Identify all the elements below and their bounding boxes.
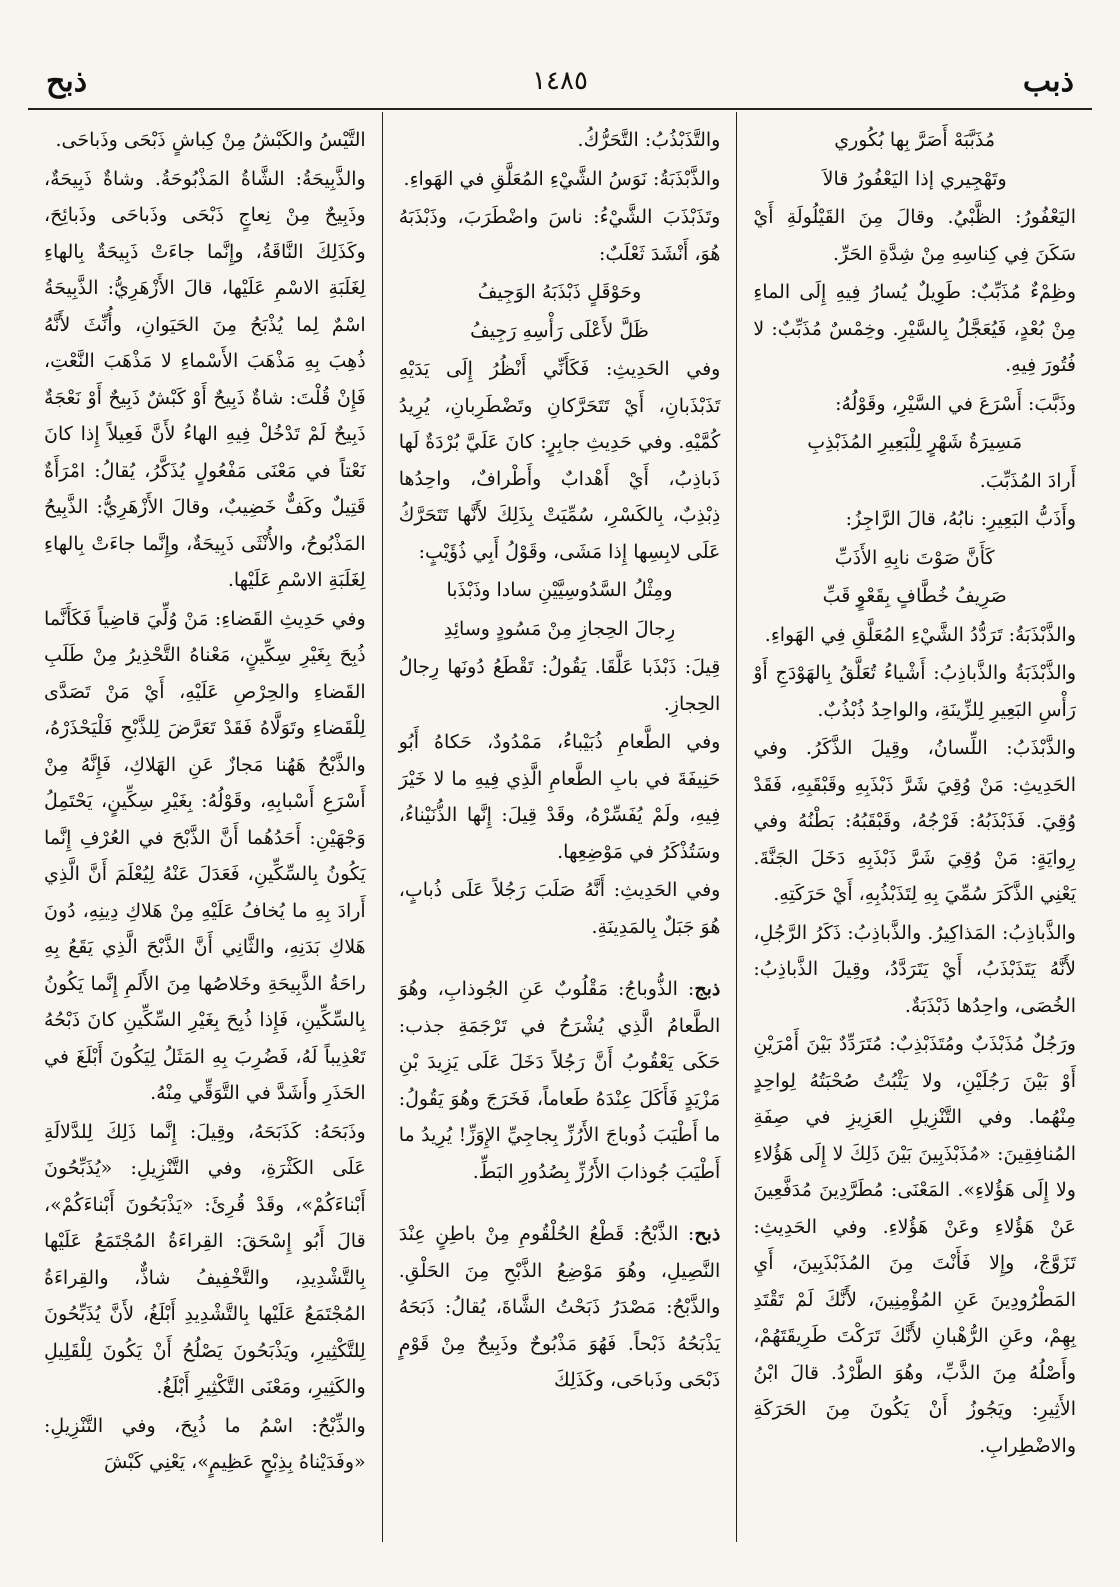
text-paragraph: وتَذَبْذَبَ الشَّيْءُ: ناسَ واضْطَرَبَ، وذَبْذَبَهُ هُوَ، أَنْشَدَ ثَعْلَبٌ: — [398, 206, 721, 265]
text-paragraph: وظِمْءٌ مُذَبِّبٌ: طَوِيلٌ يُسارُ فِيهِ إِلَى الماءِ مِنْ بُعْدٍ، فَيُعَجَّلُ بِالسَّيْرِ. وخِمْسٌ مُذَبِّبٌ: لا فُتُورَ فِيهِ. — [753, 281, 1076, 376]
verse-line: ومِثْلُ السَّدُوسِيَّيْنِ سادا وذَبْذَبا — [446, 579, 673, 601]
text-paragraph: اليَعْفُورُ: الظَّبْيُ. وقالَ مِنَ القَيْلُولَةِ أَيْ سَكَنَ فِي كِناسِهِ مِنْ شِدَّةِ الحَرِّ. — [753, 206, 1076, 265]
page-number: ١٤٨٥ — [532, 66, 588, 96]
entry-headword: ذبج — [694, 978, 721, 1000]
text-paragraph: وأَذَبُّ البَعِيرِ: نابُهُ، قالَ الرَّاجِزُ: — [845, 508, 1076, 530]
page-header — [28, 52, 1092, 112]
text-paragraph: وفي حَدِيثِ القَضاءِ: مَنْ وُلِّيَ قاضِياً فَكَأَنَّما ذُبِحَ بِغَيْرِ سِكِّينٍ، مَعْناهُ التَّحْذِيرُ مِنْ طَلَبِ القَضاءِ والحِرْصِ عَلَيْهِ، أَيْ مَنْ تَصَدَّى لِلْقَضاءِ وتَوَلَّاهُ فَقَدْ تَعَرَّضَ لِلذَّبْحِ فَلْيَحْذَرْهُ، والذَّبْحُ هَهُنا مَجازٌ عَنِ الهَلاكِ، فَإِنَّهُ مِنْ أَسْرَعِ أَسْبابِهِ، وقَوْلُهُ: بِغَيْرِ سِكِّينٍ، يَحْتَمِلُ وَجْهَيْنِ: أَحَدُهُما أَنَّ الذَّبْحَ في العُرْفِ إِنَّما يَكُونُ بِالسِّكِّينِ، فَعَدَلَ عَنْهُ لِيُعْلَمَ أَنَّ الَّذِي أَرادَ بِهِ ما يُخافُ عَلَيْهِ مِنْ هَلاكِ دِينِهِ، دُونَ هَلاكِ بَدَنِهِ، والثَّانِي أَنَّ الذَّبْحَ الَّذِي يَقَعُ بِهِ راحَةُ الذَّبِيحَةِ وخَلاصُها مِنَ الأَلَمِ إِنَّما يَكُونُ بِالسِّكِّينِ، فَإِذا ذُبِحَ بِغَيْرِ السِّكِّينِ كانَ ذَبْحُهُ تَعْذِيباً لَهُ، فَضُرِبَ بِهِ المَثَلُ لِيَكُونَ أَبْلَغَ في الحَذَرِ وأَشَدَّ في التَّوَقِّي مِنْهُ. — [44, 607, 366, 1104]
verse-line: مَسِيرَةُ شَهْرٍ لِلْبَعِيرِ المُذَبْذِبِ — [807, 431, 1023, 453]
verse-line: مُذَبَّبَهْ أَصَرَّ بِها بُكُوري — [834, 129, 996, 151]
column-right — [737, 112, 1092, 1542]
text-paragraph: وذَبَّبَ: أَسْرَعَ في السَّيْرِ، وقَوْلُهُ: — [835, 392, 1076, 415]
verse-line: وتَهْجِيري إذا اليَعْفُورُ قالاَ — [822, 167, 1007, 190]
text-paragraph: قِيلَ: ذَبْذَبا عَلَّقَا. يَقُولُ: تَقْطَعُ دُونَها رِجالُ الحِجازِ. — [398, 656, 721, 715]
column-middle — [383, 112, 738, 1542]
entry-paragraph: ذبج: الذُّوباجُ: مَقْلُوبٌ عَنِ الجُوذابِ، وهُوَ الطَّعامُ الَّذِي يُشْرَحُ في تَرْجَمَةِ جذب: حَكَى يَعْقُوبُ أَنَّ رَجُلاً دَخَلَ عَلَى يَزِيدَ بْنِ مَزْيَدٍ فَأَكَلَ عِنْدَهُ طَعاماً، فَخَرَجَ وهُوَ يَقُولُ: ما أَطْيَبَ ذُوباجَ الأَرُزِّ بِجاجِيِّ الإِوَزِّ! يُرِيدُ ما أَطْيَبَ جُوذابَ الأَرُزِّ بِصُدُورِ البَطِّ. — [398, 978, 721, 1183]
entry-paragraph: ذبح: الذَّبْحُ: قَطْعُ الحُلْقُومِ مِنْ باطِنٍ عِنْدَ النَّصِيلِ، وهُوَ مَوْضِعُ الذَّبْحِ مِنَ الحَلْقِ. والذَّبْحُ: مَصْدَرُ ذَبَحْتُ الشَّاةَ، يُقالُ: ذَبَحَهُ يَذْبَحُهُ ذَبْحاً. فَهُوَ مَذْبُوحٌ وذَبِيحٌ مِنْ قَوْمٍ ذَبْحَى وذَباحَى، وكَذَلِكَ — [398, 1223, 721, 1391]
text-paragraph: والذَّباذِبُ: المَذاكِيرُ. والذَّباذِبُ: ذَكَرُ الرَّجُلِ، لأَنَّهُ يَتَذَبْذَبُ، أَيْ يَتَرَدَّدُ، وقِيلَ الذَّباذِبُ: الخُصَى، واحِدُها ذَبْذَبَةٌ. — [753, 921, 1076, 1017]
text-paragraph: والذَّبِيحَةُ: الشَّاةُ المَذْبُوحَةُ. وشاةٌ ذَبِيحَةٌ، وذَبِيحٌ مِنْ نِعاجٍ ذَبْحَى وذَباحَى وذَبائِحَ، وكَذَلِكَ النَّاقَةُ، وإِنَّما جاءَتْ ذَبِيحَةٌ بِالهاءِ لِغَلَبَةِ الاسْمِ عَلَيْها، قالَ الأَزْهَرِيُّ: الذَّبِيحَةُ اسْمٌ لِما يُذْبَحُ مِنَ الحَيَوانِ، وأُنِّثَ لأَنَّهُ ذُهِبَ بِهِ مَذْهَبَ الأَسْماءِ لا مَذْهَبَ النَّعْتِ، فَإِنْ قُلْتَ: شاةٌ ذَبِيحٌ أَوْ كَبْشٌ ذَبِيحٌ أَوْ نَعْجَةٌ ذَبِيحٌ لَمْ تَدْخُلْ فِيهِ الهاءُ لأَنَّ فَعِيلاً إِذا كانَ نَعْتاً في مَعْنَى مَفْعُولٍ يُذَكَّرُ، يُقالُ: امْرَأَةٌ قَتِيلٌ وكَفٌّ خَضِيبٌ، وقالَ الأَزْهَرِيُّ: الذَّبِيحُ المَذْبُوحُ، والأُنْثَى ذَبِيحَةٌ، وإِنَّما جاءَتْ بِالهاءِ لِغَلَبَةِ الاسْمِ عَلَيْها. — [44, 167, 366, 591]
text-paragraph: والذَّبْذَبَةُ: تَرَدُّدُ الشَّيْءِ المُعَلَّقِ فِي الهَواءِ. — [764, 623, 1076, 646]
verse-line: وحَوْقَلٍ ذَبْذَبَهُ الوَجِيفُ — [477, 281, 642, 303]
header-root-left: ذبح — [46, 64, 88, 99]
text-columns — [28, 112, 1092, 1542]
text-paragraph: والذَّبْذَبُ: اللِّسانُ، وقِيلَ الذَّكَرُ. وفي الحَدِيثِ: مَنْ وُقِيَ شَرَّ ذَبْذَبِهِ وقَبْقَبِهِ، فَقَدْ وُقِيَ. فَذَبْذَبُهُ: فَرْجُهُ، وقَبْقَبُهُ: بَطْنُهُ وفي رِوايَةٍ: مَنْ وُقِيَ شَرَّ ذَبْذَبِهِ دَخَلَ الجَنَّةَ. يَعْنِي الذَّكَرَ سُمِّيَ بِهِ لِتَذَبْذُبِهِ، أَيْ حَرَكَتِهِ. — [753, 737, 1076, 905]
text-paragraph: والذَّبْذَبَةُ: نَوَسُ الشَّيْءِ المُعَلَّقِ في الهَواءِ. — [403, 167, 721, 190]
entry-headword: ذبح — [694, 1223, 721, 1245]
text-paragraph: والذَّبْذَبَةُ والذَّباذِبُ: أَشْياءُ تُعَلَّقُ بِالهَوْدَجِ أَوْ رَأْسِ البَعِيرِ لِلزِّينَةِ، والواحِدُ ذُبْذُبٌ. — [753, 662, 1076, 721]
text-paragraph: وفي الحَدِيثِ: فَكَأَنِّي أَنْظُرُ إِلَى يَدَيْهِ تَذَبْذَبانِ، أَيْ تَتَحَرَّكانِ وتَضْطَرِبانِ، يُرِيدُ كُمَّيْهِ. وفي حَدِيثِ جابِرٍ: كانَ عَلَيَّ بُرْدَةٌ لَها ذَباذِبُ، أَيْ أَهْدابٌ وأَطْرافٌ، واحِدُها ذِبْذِبٌ، بِالكَسْرِ، سُمِّيَتْ بِذَلِكَ لأَنَّها تَتَحَرَّكُ عَلَى لابِسِها إِذا مَشَى، وقَوْلُ أَبِي ذُؤَيْبٍ: — [398, 358, 721, 563]
verse-line: كَأَنَّ صَوْتَ نابِهِ الأَذَبِّ — [834, 546, 995, 569]
text-paragraph: أَرادَ المُذَبِّبَ. — [979, 469, 1076, 492]
text-paragraph: التَّيْسُ والكَبْشُ مِنْ كِباشٍ ذَبْحَى وذَباحَى. — [55, 129, 366, 151]
text-paragraph: والذِّبْحُ: اسْمُ ما ذُبِحَ، وفي التَّنْزِيلِ: «وفَدَيْناهُ بِذِبْحٍ عَظِيمٍ»، يَعْنِي كَبْشَ — [44, 1414, 366, 1473]
section-gap — [399, 947, 721, 971]
header-rule — [28, 108, 1092, 110]
verse-line: صَرِيفُ خُطَّافٍ بِقَعْوٍ قَبِّ — [822, 585, 1007, 607]
text-paragraph: وفي الحَدِيثِ: أَنَّهُ صَلَبَ رَجُلاً عَلَى ذُبابٍ، هُوَ جَبَلٌ بِالمَدِينَةِ. — [398, 879, 721, 938]
text-paragraph: والتَّذَبْذُبُ: التَّحَرُّكُ. — [577, 129, 721, 151]
header-root-right: ذبب — [1022, 64, 1074, 99]
text-paragraph: وفي الطَّعامِ ذُبَيْباءُ، مَمْدُودٌ، حَكاهُ أَبُو حَنِيفَةَ في بابِ الطَّعامِ الَّذِي فِيهِ ما لا خَيْرَ فِيهِ، ولَمْ يُفَسِّرْهُ، وقَدْ قِيلَ: إِنَّها الذُّنَيْناءُ، وسَتُذْكَرُ في مَوْضِعِها. — [398, 731, 721, 863]
verse-line: ظَلَّ لأَعْلَى رَأْسِهِ رَجِيفُ — [470, 319, 649, 342]
text-paragraph: ورَجُلٌ مُذَبْذَبٌ ومُتَذَبْذِبٌ: مُتَرَدِّدٌ بَيْنَ أَمْرَيْنِ أَوْ بَيْنَ رَجُلَيْنِ، ولا يَثْبُتُ صُحْبَتُهُ لِواحِدٍ مِنْهُما. وفي التَّنْزِيلِ العَزِيزِ في صِفَةِ المُنافِقِينَ: «مُذَبْذَبِينَ بَيْنَ ذَلِكَ لا إِلَى هَؤُلاءِ ولا إِلَى هَؤُلاءِ». المَعْنَى: مُطَرَّدِينَ مُدَفَّعِينَ عَنْ هَؤُلاءِ وعَنْ هَؤُلاءِ. وفي الحَدِيثِ: تَزَوَّجْ، وإِلا فَأَنْتَ مِنَ المُذَبْذَبِينَ، أَيِ المَطْرُودِينَ عَنِ المُؤْمِنِينَ، لأَنَّكَ لَمْ تَقْتَدِ بِهِمْ، وعَنِ الرُّهْبانِ لأَنَّكَ تَرَكْتَ طَرِيقَتَهُمْ، وأَصْلُهُ مِنَ الذَّبِّ، وهُوَ الطَّرْدُ. قالَ ابْنُ الأَثِيرِ: ويَجُوزُ أَنْ يَكُونَ مِنَ الحَرَكَةِ والاضْطِرابِ. — [753, 1033, 1076, 1457]
verse-line: رِجالَ الحِجازِ مِنْ مَسُودٍ وسائِدِ — [443, 617, 676, 640]
section-gap — [399, 1192, 721, 1216]
column-left — [28, 112, 383, 1542]
text-paragraph: وذَبَحَهُ: كَذَبَحَهُ، وقِيلَ: إِنَّما ذَلِكَ لِلدَّلالَةِ عَلَى الكَثْرَةِ، وفي التَّنْزِيلِ: «يُذَبِّحُونَ أَبْناءَكُمْ»، وقَدْ قُرِئَ: «يَذْبَحُونَ أَبْناءَكُمْ»، قالَ أَبُو إِسْحَقَ: القِراءَةُ المُجْتَمَعُ عَلَيْها بِالتَّشْدِيدِ، والتَّخْفِيفُ شاذٌّ، والقِراءَةُ المُجْتَمَعُ عَلَيْها بِالتَّشْدِيدِ أَبْلَغُ، لأَنَّ يُذَبِّحُونَ لِلتَّكْثِيرِ، ويَذْبَحُونَ يَصْلُحُ أَنْ يَكُونَ لِلْقَلِيلِ والكَثِيرِ، ومَعْنَى التَّكْثِيرِ أَبْلَغُ. — [44, 1120, 366, 1398]
